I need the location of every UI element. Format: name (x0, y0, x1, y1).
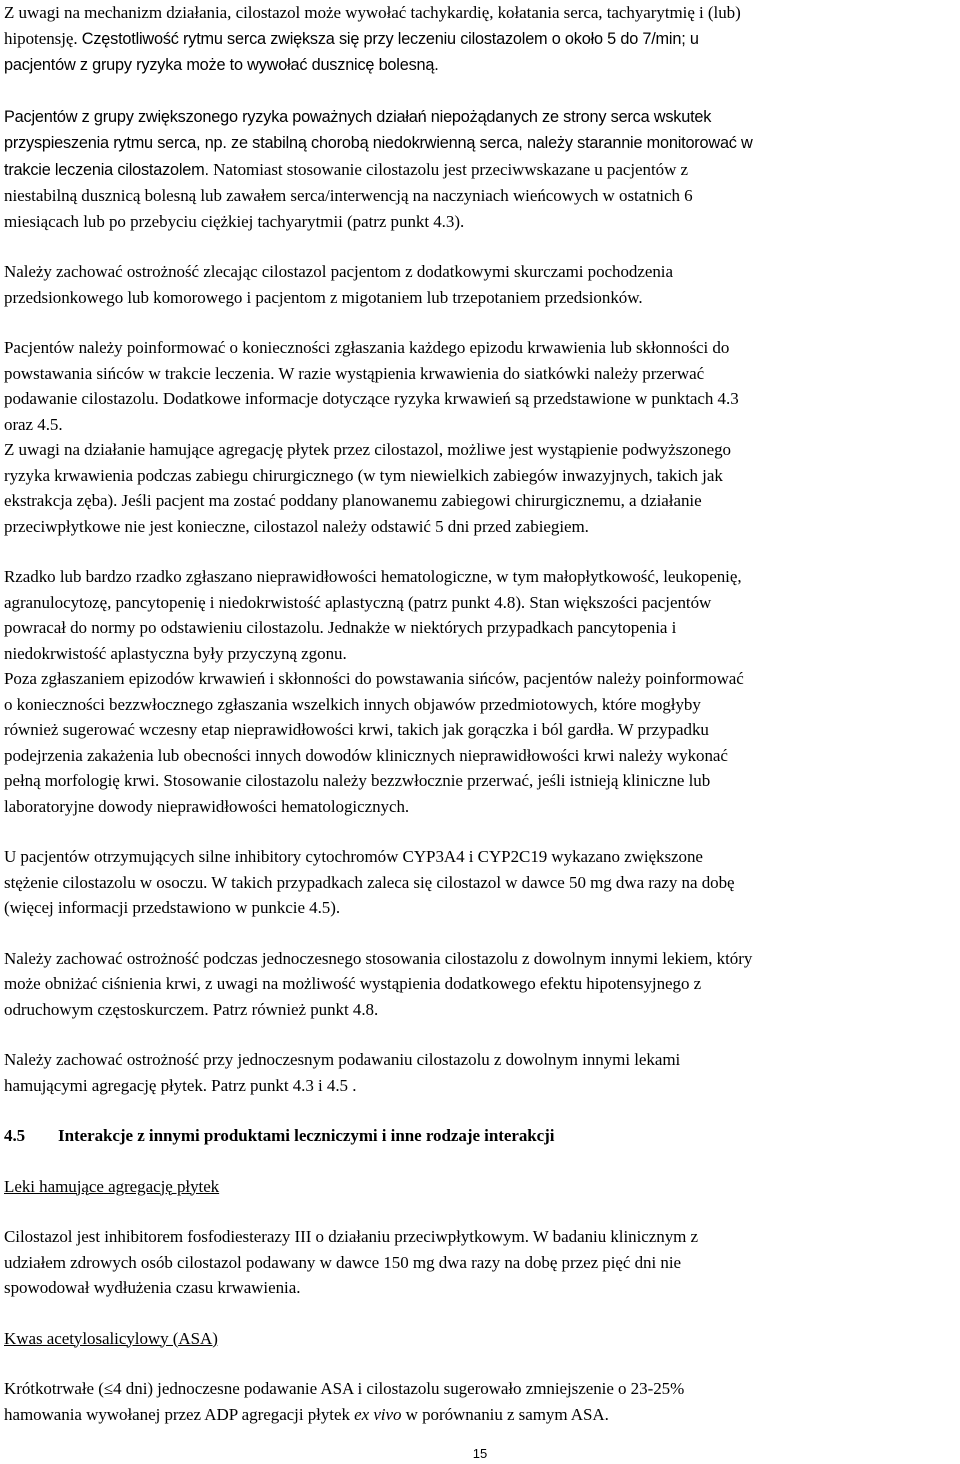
section-title: Interakcje z innymi produktami leczniczymi i inne rodzaje interakcji (58, 1126, 555, 1145)
paragraph-blood-symptoms: Poza zgłaszaniem epizodów krwawień i skłonności do powstawania sińców, pacjentów należy poinformować o konieczności bezzwłocznego zgłaszania wszelkich innych objawów przedmiotowych, które mogłyby również sugerować wczesny etap nieprawidłowości krwi, takich jak gorączka i ból gardła. W przypadku podejrzenia zakażenia lub obecności innych dowodów klinicznych nieprawidłowości krwi należy wykonać pełną morfologię krwi. Stosowanie cilostazolu należy bezzwłocznie przerwać, jeśli istnieją kliniczne lub laboratoryjne dowody nieprawidłowości hematologicznych. (4, 669, 744, 816)
paragraph-cardiac-risk (4, 104, 956, 235)
paragraph-hypotension: Należy zachować ostrożność podczas jednoczesnego stosowania cilostazolu z dowolnym innymi lekiem, który może obniżać ciśnienia krwi, z uwagi na możliwość wystąpienia dodatkowego efektu hipotensyjnego z odruchowym częstoskurczem. Patrz również punkt 4.8. (4, 948, 753, 1019)
paragraph-text: Natomiast stosowanie cilostazolu jest przeciwwskazane u pacjentów z niestabilną dusznicą bolesną lub zawałem serca/interwencją na naczyniach wieńcowych w ostatnich 6 miesiącach lub po przebyciu ciężkiej tachyarytmii (patrz punkt 4.3). (4, 159, 693, 231)
less-equal-symbol: ≤ (103, 1379, 114, 1398)
paragraph-text: hipotensję. (4, 28, 82, 48)
subsection-heading-asa: Kwas acetylosalicylowy (ASA) (4, 1328, 218, 1348)
paragraph-text: Z uwagi na mechanizm działania, cilostazol może wywołać tachykardię, kołatania serca, tachyarytmię i (lub) (4, 3, 741, 22)
paragraph-hematologic: Rzadko lub bardzo rzadko zgłaszano nieprawidłowości hematologiczne, w tym małopłytkowość, leukopenię, agranulocytozę, pancytopenię i niedokrwistość aplastyczną (patrz punkt 4.8). Stan większości pacjentów powracał do normy po odstawieniu cilostazolu. Jednakże w niektórych przypadkach pancytopenia i niedokrwistość aplastyczna były przyczyną zgonu. (4, 567, 742, 663)
paragraph-platelet-agents: Należy zachować ostrożność przy jednoczesnym podawaniu cilostazolu z dowolnym innymi lekami hamującymi agregację płytek. Patrz punkt 4.3 i 4.5 . (4, 1050, 681, 1095)
section-number: 4.5 (4, 1126, 26, 1145)
paragraph-surgery: Z uwagi na działanie hamujące agregację płytek przez cilostazol, możliwe jest wystąpienie podwyższonego ryzyka krwawienia podczas zabiegu chirurgicznego (w tym niewielkich zabiegów inwazyjnych, takich jak ekstrakcja zęba). Jeśli pacjent ma zostać poddany planowanemu zabiegowi chirurgicznemu, a działanie przeciwpłytkowe nie jest konieczne, cilostazol należy odstawić 5 dni przed zabiegiem. (4, 440, 731, 536)
paragraph-text-sans: pacjentów z grupy ryzyka może to wywołać dusznicę bolesną. (4, 56, 439, 74)
paragraph-tachycardia (4, 0, 956, 79)
page-number: 15 (472, 1446, 488, 1461)
paragraph-text-sans: Częstotliwość rytmu serca zwiększa się przy leczeniu cilostazolem o około 5 do 7/min; u (81, 29, 699, 48)
paragraph-cyp-inhibitors: U pacjentów otrzymujących silne inhibitory cytochromów CYP3A4 i CYP2C19 wykazano zwiększone stężenie cilostazolu w osoczu. W takich przypadkach zaleca się cilostazol w dawce 50 mg dwa razy na dobę (więcej informacji przedstawiono w punkcie 4.5). (4, 847, 735, 917)
section-heading (4, 1123, 956, 1149)
subsection-heading-antiplatelet: Leki hamujące agregację płytek (4, 1176, 220, 1196)
paragraph-pde3: Cilostazol jest inhibitorem fosfodiesterazy III o działaniu przeciwpłytkowym. W badaniu klinicznym z udziałem zdrowych osób cilostazol podawany w dawce 150 mg dwa razy na dobę przez pięć dni nie spowodował wydłużenia czasu krwawienia. (4, 1227, 699, 1297)
paragraph-text: Krótkotrwałe ( (4, 1379, 104, 1398)
paragraph-text: 4 dni) jednoczesne podawanie ASA i cilostazolu sugerowało zmniejszenie o 23-25% hamowania wywołanej przez ADP agregacji płytek (4, 1379, 685, 1424)
italic-term: ex vivo (354, 1404, 402, 1424)
paragraph-text: w porównaniu z samym ASA. (401, 1404, 609, 1424)
paragraph-arrhythmia: Należy zachować ostrożność zlecając cilostazol pacjentom z dodatkowymi skurczami pochodzenia przedsionkowego lub komorowego i pacjentom z migotaniem lub trzepotaniem przedsionków. (4, 262, 673, 307)
paragraph-bleeding: Pacjentów należy poinformować o konieczności zgłaszania każdego epizodu krwawienia lub skłonności do powstawania sińców w trakcie leczenia. W razie wystąpienia krwawienia do siatkówki należy przerwać podawanie cilostazolu. Dodatkowe informacje dotyczące ryzyka krwawień są przedstawione w punktach 4.3 oraz 4.5. (4, 338, 739, 434)
paragraph-text-sans: Pacjentów z grupy zwiększonego ryzyka poważnych działań niepożądanych ze strony serca wskutek przyspieszenia rytmu serca, np. ze stabilną chorobą niedokrwienną serca, należy starannie monitorować w trakcie leczenia cilostazolem. (4, 107, 753, 179)
paragraph-asa (4, 1376, 956, 1427)
